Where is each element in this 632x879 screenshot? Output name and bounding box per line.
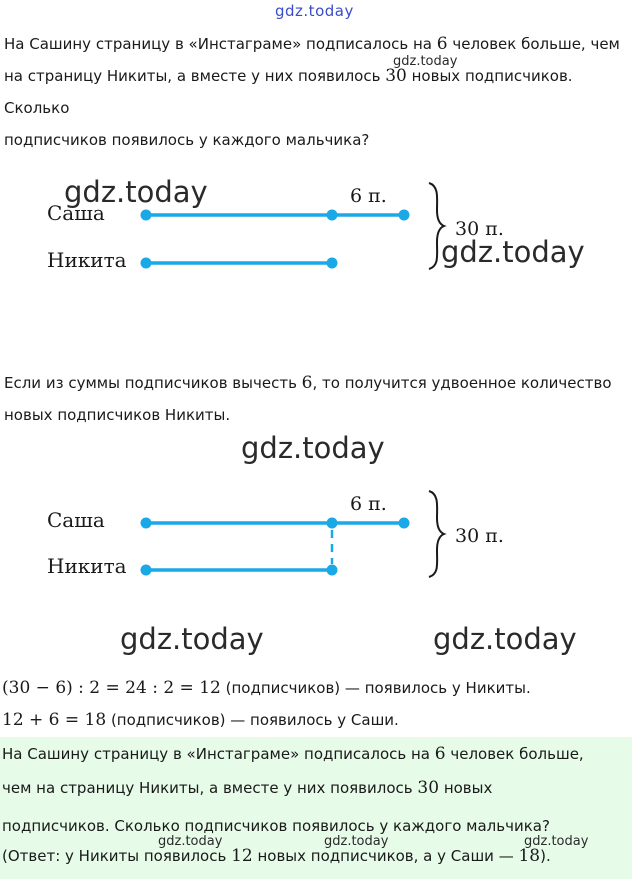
- point: [141, 518, 152, 529]
- point: [399, 210, 410, 221]
- number-30: 30: [385, 66, 407, 86]
- watermark-small: gdz.today: [158, 834, 223, 849]
- answer-line-1: На Сашину страницу в «Инстаграме» подписалось на 6 человек больше,: [2, 744, 584, 764]
- answer-line-2: чем на страницу Никиты, а вместе у них появилось 30 новых: [2, 778, 493, 798]
- diagram-segments-2: [0, 478, 632, 588]
- explanation-line-2: новых подписчиков Никиты.: [4, 406, 231, 424]
- brace: [429, 491, 444, 577]
- label-nikita: Никита: [47, 248, 127, 272]
- equation-1: (30 − 6) : 2 = 24 : 2 = 12: [2, 678, 221, 698]
- watermark-small: gdz.today: [524, 834, 589, 849]
- point: [141, 210, 152, 221]
- watermark-big: gdz.today: [433, 622, 577, 656]
- solution: [2, 672, 628, 736]
- point: [327, 258, 338, 269]
- label-total: 30 п.: [455, 525, 504, 547]
- point: [327, 565, 338, 576]
- problem-line-3: подписчиков появилось у каждого мальчика?: [4, 131, 370, 149]
- number-6: 6: [436, 34, 448, 54]
- label-total: 30 п.: [455, 218, 504, 240]
- label-sasha: Саша: [47, 508, 105, 532]
- watermark-big: gdz.today: [64, 175, 208, 209]
- explanation-line-1: Если из суммы подписчиков вычесть 6, то получится удвоенное количество: [4, 373, 612, 393]
- watermark-small: gdz.today: [393, 54, 458, 69]
- problem-line-2: на страницу Никиты, а вместе у них появилось 30 новых подписчиков. Сколько: [4, 66, 573, 117]
- label-nikita: Никита: [47, 554, 127, 578]
- problem-text: [4, 28, 630, 156]
- solution-line-1: (30 − 6) : 2 = 24 : 2 = 12 (подписчиков) — появилось у Никиты.: [2, 678, 531, 698]
- label-sasha: Саша: [47, 201, 105, 225]
- watermark-big: gdz.today: [441, 235, 585, 269]
- watermark-small: gdz.today: [324, 834, 389, 849]
- watermark-top: gdz.today: [275, 2, 354, 20]
- point: [141, 258, 152, 269]
- equation-2: 12 + 6 = 18: [2, 710, 107, 730]
- answer-line-4: (Ответ: у Никиты появилось 12 новых подписчиков, а у Саши — 18).: [2, 846, 551, 866]
- point: [399, 518, 410, 529]
- point: [327, 518, 338, 529]
- watermark-big: gdz.today: [120, 622, 264, 656]
- point: [141, 565, 152, 576]
- solution-line-2: 12 + 6 = 18 (подписчиков) — появилось у Саши.: [2, 710, 399, 730]
- label-diff: 6 п.: [350, 493, 387, 515]
- label-diff: 6 п.: [350, 185, 387, 207]
- watermark-big: gdz.today: [241, 431, 385, 465]
- point: [327, 210, 338, 221]
- explanation-text: [4, 367, 630, 431]
- problem-line-1: На Сашину страницу в «Инстаграме» подписалось на 6 человек больше, чем: [4, 34, 620, 54]
- answer-line-3: подписчиков. Сколько подписчиков появилось у каждого мальчика?: [2, 817, 550, 835]
